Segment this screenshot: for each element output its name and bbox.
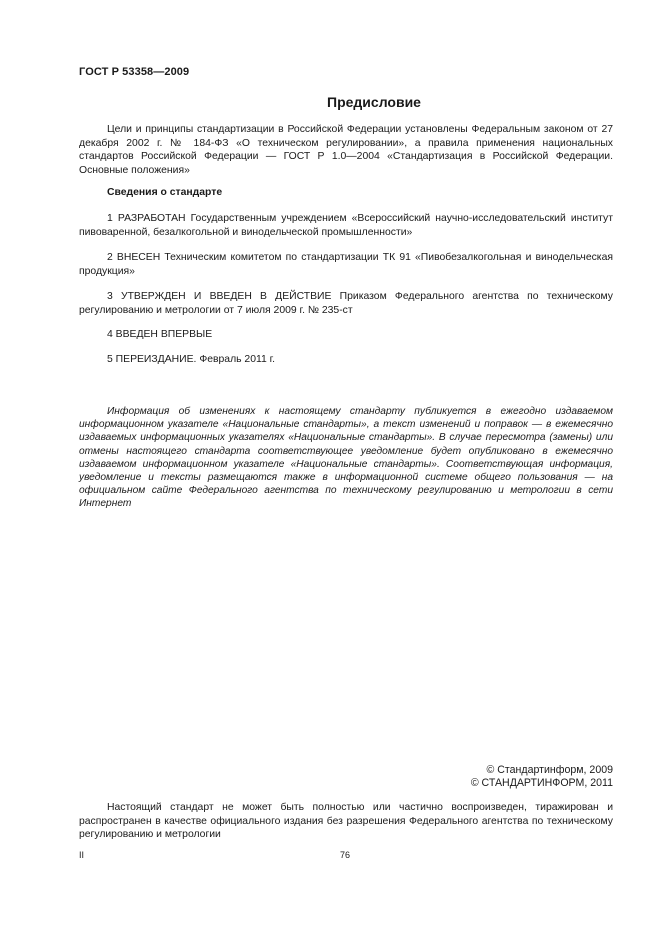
info-item-3: 3 УТВЕРЖДЕН И ВВЕДЕН В ДЕЙСТВИЕ Приказом Федерального агентства по техническому регулированию и метрологии от 7 июля 2009 г. № 235-ст	[79, 291, 613, 316]
page-number: 76	[340, 850, 351, 860]
page-title: Предисловие	[327, 94, 421, 110]
info-item-1: 1 РАЗРАБОТАН Государственным учреждением «Всероссийский научно-исследовательский институт пивоваренной, безалкогольной и винодельческой промышленности»	[79, 213, 613, 238]
document-code: ГОСТ Р 53358—2009	[79, 66, 190, 78]
copyright-2011: © СТАНДАРТИНФОРМ, 2011	[470, 777, 613, 789]
info-item-2: 2 ВНЕСЕН Техническим комитетом по стандартизации ТК 91 «Пивобезалкогольная и винодельческая продукция»	[79, 252, 613, 277]
roman-page-number: II	[79, 850, 85, 860]
intro-paragraph: Цели и принципы стандартизации в Российской Федерации установлены Федеральным законом от 27 декабря 2002 г. № 184-ФЗ «О техническом регулировании», а правила применения национальных стандартов Российской Федерации — ГОСТ Р 1.0—2004 «Стандартизация в Российской Федерации. Основные положения»	[79, 124, 613, 176]
info-item-5: 5 ПЕРЕИЗДАНИЕ. Февраль 2011 г.	[107, 354, 276, 365]
copyright-2009: © Стандартинформ, 2009	[486, 764, 613, 776]
section-heading: Сведения о стандарте	[107, 187, 223, 198]
reproduction-notice: Настоящий стандарт не может быть полностью или частично воспроизведен, тиражирован и распространен в качестве официального издания без разрешения Федерального агентства по техническому регулированию и метрологии	[79, 802, 613, 841]
notice-paragraph: Информация об изменениях к настоящему стандарту публикуется в ежегодно издаваемом информационном указателе «Национальные стандарты», а текст изменений и поправок — в ежемесячно издаваемых информационных указателях «Национальные стандарты». В случае пересмотра (замены) или отмены настоящего стандарта соответствующее уведомление будет опубликовано в ежемесячно издаваемом информационном указателе «Национальные стандарты». Соответствующая информация, уведомление и тексты размещаются также в информационной системе общего пользования — на официальном сайте Федерального агентства по техническому регулированию и метрологии в сети Интернет	[79, 406, 613, 510]
info-item-4: 4 ВВЕДЕН ВПЕРВЫЕ	[107, 329, 213, 340]
